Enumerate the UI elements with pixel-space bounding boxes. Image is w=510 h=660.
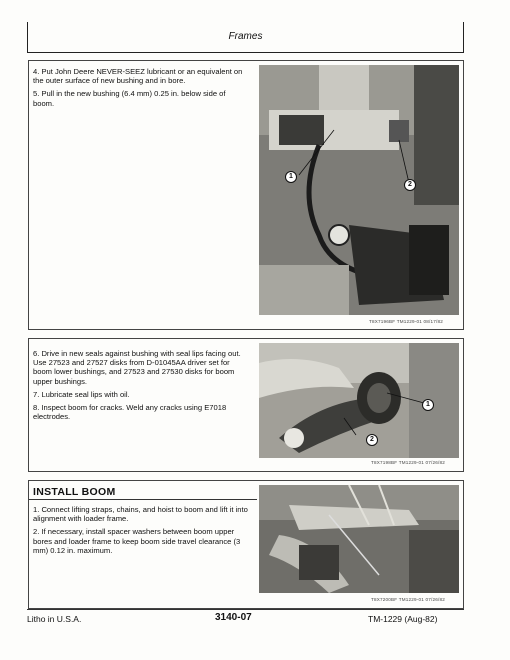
bushing-puller-photo bbox=[259, 65, 459, 315]
callout-2: 2 bbox=[366, 434, 378, 446]
manual-id: TM-1229 (Aug-82) bbox=[368, 614, 438, 624]
step-7: 7. Lubricate seal lips with oil. bbox=[33, 389, 130, 399]
install-step-2: 2. If necessary, install spacer washers between boom upper bores and loader frame to keep boom side travel clearance (3 mm) 0.12 in. maximum. bbox=[33, 527, 241, 555]
callout-1: 1 bbox=[285, 171, 297, 183]
section-title-rule bbox=[29, 499, 257, 500]
photo-reference-code: T8X7198BF TM1229-01 07/26/82 bbox=[371, 460, 445, 465]
procedure-panel-3 bbox=[28, 480, 464, 609]
photo-reference-code: T8X7200BF TM1229-01 07/26/82 bbox=[371, 597, 445, 602]
photo-reference-code: T8X7196BF TM1229-01 08/17/82 bbox=[369, 319, 443, 324]
procedure-panel-2 bbox=[28, 338, 464, 472]
page-number: 3140-07 bbox=[215, 612, 252, 623]
callout-2: 2 bbox=[404, 179, 416, 191]
panel-2-text bbox=[33, 349, 248, 425]
panel-1-text bbox=[33, 67, 248, 112]
footer-print-note: Litho in U.S.A. bbox=[27, 614, 82, 624]
step-6: 6. Drive in new seals against bushing with seal lips facing out. Use 27523 and 27527 disks from D-01045AA driver set for boom lower bushings, and 27523 and 27530 disks for boom upper bushings. bbox=[33, 349, 241, 386]
footer-rule bbox=[27, 609, 464, 610]
install-step-1: 1. Connect lifting straps, chains, and hoist to boom and lift it into alignment with loader frame. bbox=[33, 505, 248, 524]
page-header-title: Frames bbox=[228, 31, 263, 42]
bushing-puller-illustration bbox=[259, 65, 459, 315]
panel-3-text bbox=[33, 505, 248, 559]
callout-1: 1 bbox=[422, 399, 434, 411]
seal-driver-photo bbox=[259, 343, 459, 458]
step-5: 5. Pull in the new bushing (6.4 mm) 0.25 in. below side of boom. bbox=[33, 89, 226, 108]
step-4: 4. Put John Deere NEVER-SEEZ lubricant or an equivalent on the outer surface of new bushing and in bore. bbox=[33, 67, 243, 86]
boom-install-photo bbox=[259, 485, 459, 593]
boom-install-illustration bbox=[259, 485, 459, 593]
procedure-panel-1 bbox=[28, 60, 464, 330]
step-8: 8. Inspect boom for cracks. Weld any cracks using E7018 electrodes. bbox=[33, 403, 227, 422]
section-title: INSTALL BOOM bbox=[33, 486, 116, 498]
header-rule bbox=[27, 52, 464, 53]
